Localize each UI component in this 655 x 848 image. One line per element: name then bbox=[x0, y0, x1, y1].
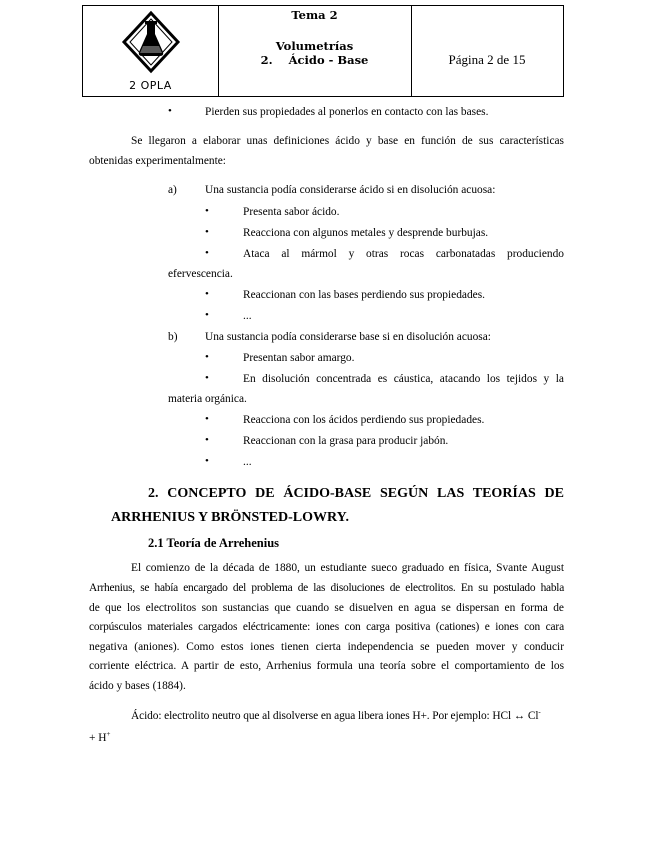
bullet-icon: • bbox=[205, 226, 209, 238]
header-table bbox=[82, 5, 564, 97]
paragraph-line: negativa (aniones). Como estos iones tienen cierta independencia se pueden mover y conducir bbox=[89, 641, 564, 653]
list-item: ... bbox=[243, 310, 252, 322]
bullet-icon: • bbox=[205, 309, 209, 321]
paragraph-line: Se llegaron a elaborar unas definiciones ácido y base en función de sus características bbox=[131, 135, 564, 147]
list-item: Presenta sabor ácido. bbox=[243, 206, 340, 218]
definition-text: + H bbox=[89, 731, 107, 744]
list-item: efervescencia. bbox=[168, 268, 233, 280]
superscript-charge: - bbox=[538, 708, 541, 716]
list-item: Pierden sus propiedades al ponerlos en contacto con las bases. bbox=[205, 106, 489, 118]
list-item: Una sustancia podía considerarse base si en disolución acuosa: bbox=[205, 331, 491, 343]
title-cell bbox=[218, 6, 412, 96]
bullet-icon: • bbox=[205, 455, 209, 467]
list-marker: b) bbox=[168, 331, 178, 343]
list-marker: a) bbox=[168, 184, 177, 196]
bullet-icon: • bbox=[205, 434, 209, 446]
definition-line bbox=[131, 708, 541, 722]
section-heading: 2. CONCEPTO DE ÁCIDO-BASE SEGÚN LAS TEORÍAS DE bbox=[148, 486, 564, 501]
logo-cell bbox=[83, 6, 219, 96]
list-item: ... bbox=[243, 456, 252, 468]
definition-line-cont bbox=[89, 730, 110, 744]
page-number: Página 2 de 15 bbox=[448, 52, 526, 67]
list-item: Reacciona con los ácidos perdiendo sus propiedades. bbox=[243, 414, 485, 426]
subsection-heading: 2.1 Teoría de Arrehenius bbox=[148, 536, 280, 550]
bullet-icon: • bbox=[205, 288, 209, 300]
paragraph-line: corriente eléctrica. A partir de esto, Arrhenius formula una teoría sobre el comportamiento de los bbox=[89, 660, 564, 672]
bullet-icon: • bbox=[205, 413, 209, 425]
superscript-charge: + bbox=[106, 730, 111, 738]
paragraph-line: corpúsculos materiales cargados eléctricamente: iones con carga positiva (cationes) e iones con cara bbox=[89, 621, 564, 633]
bullet-icon: • bbox=[205, 205, 209, 217]
list-item: Una sustancia podía considerarse ácido si en disolución acuosa: bbox=[205, 184, 496, 196]
bullet-icon: • bbox=[205, 372, 209, 384]
paragraph-line: El comienzo de la década de 1880, un estudiante sueco graduado en física, Svante August bbox=[131, 562, 564, 574]
section-title: 2. Ácido - Base bbox=[260, 53, 369, 67]
bullet-icon: • bbox=[168, 105, 172, 117]
topic-title: Tema 2 bbox=[291, 8, 338, 22]
org-name: 2 OPLA bbox=[129, 79, 172, 92]
subject-title: Volumetrías bbox=[275, 39, 354, 53]
paragraph-line: de que los electrolitos son sustancias que cuando se disuelven en agua se dispersan en forma de bbox=[89, 602, 564, 614]
definition-text: Ácido: electrolito neutro que al disolverse en agua libera iones H+. Por ejemplo: HCl ↔ Cl bbox=[131, 709, 539, 722]
bullet-icon: • bbox=[205, 247, 209, 259]
section-heading-cont: ARRHENIUS Y BRÖNSTED-LOWRY. bbox=[111, 510, 349, 525]
list-item: Ataca al mármol y otras rocas carbonatadas produciendo bbox=[243, 248, 564, 260]
bullet-icon: • bbox=[205, 351, 209, 363]
list-item: En disolución concentrada es cáustica, atacando los tejidos y la bbox=[243, 373, 564, 385]
list-item: Reaccionan con la grasa para producir jabón. bbox=[243, 435, 449, 447]
page-cell bbox=[411, 6, 563, 96]
paragraph-line: ácido y bases (1884). bbox=[89, 680, 186, 692]
list-item: materia orgánica. bbox=[168, 393, 247, 405]
list-item: Presentan sabor amargo. bbox=[243, 352, 355, 364]
list-item: Reacciona con algunos metales y desprende burbujas. bbox=[243, 227, 489, 239]
list-item: Reaccionan con las bases perdiendo sus propiedades. bbox=[243, 289, 485, 301]
flask-logo-icon bbox=[121, 10, 181, 76]
paragraph-line: obtenidas experimentalmente: bbox=[89, 155, 226, 167]
paragraph-line: Arrhenius, se había encargado del problema de las disoluciones de electrolitos. En su postulado habla bbox=[89, 582, 564, 594]
